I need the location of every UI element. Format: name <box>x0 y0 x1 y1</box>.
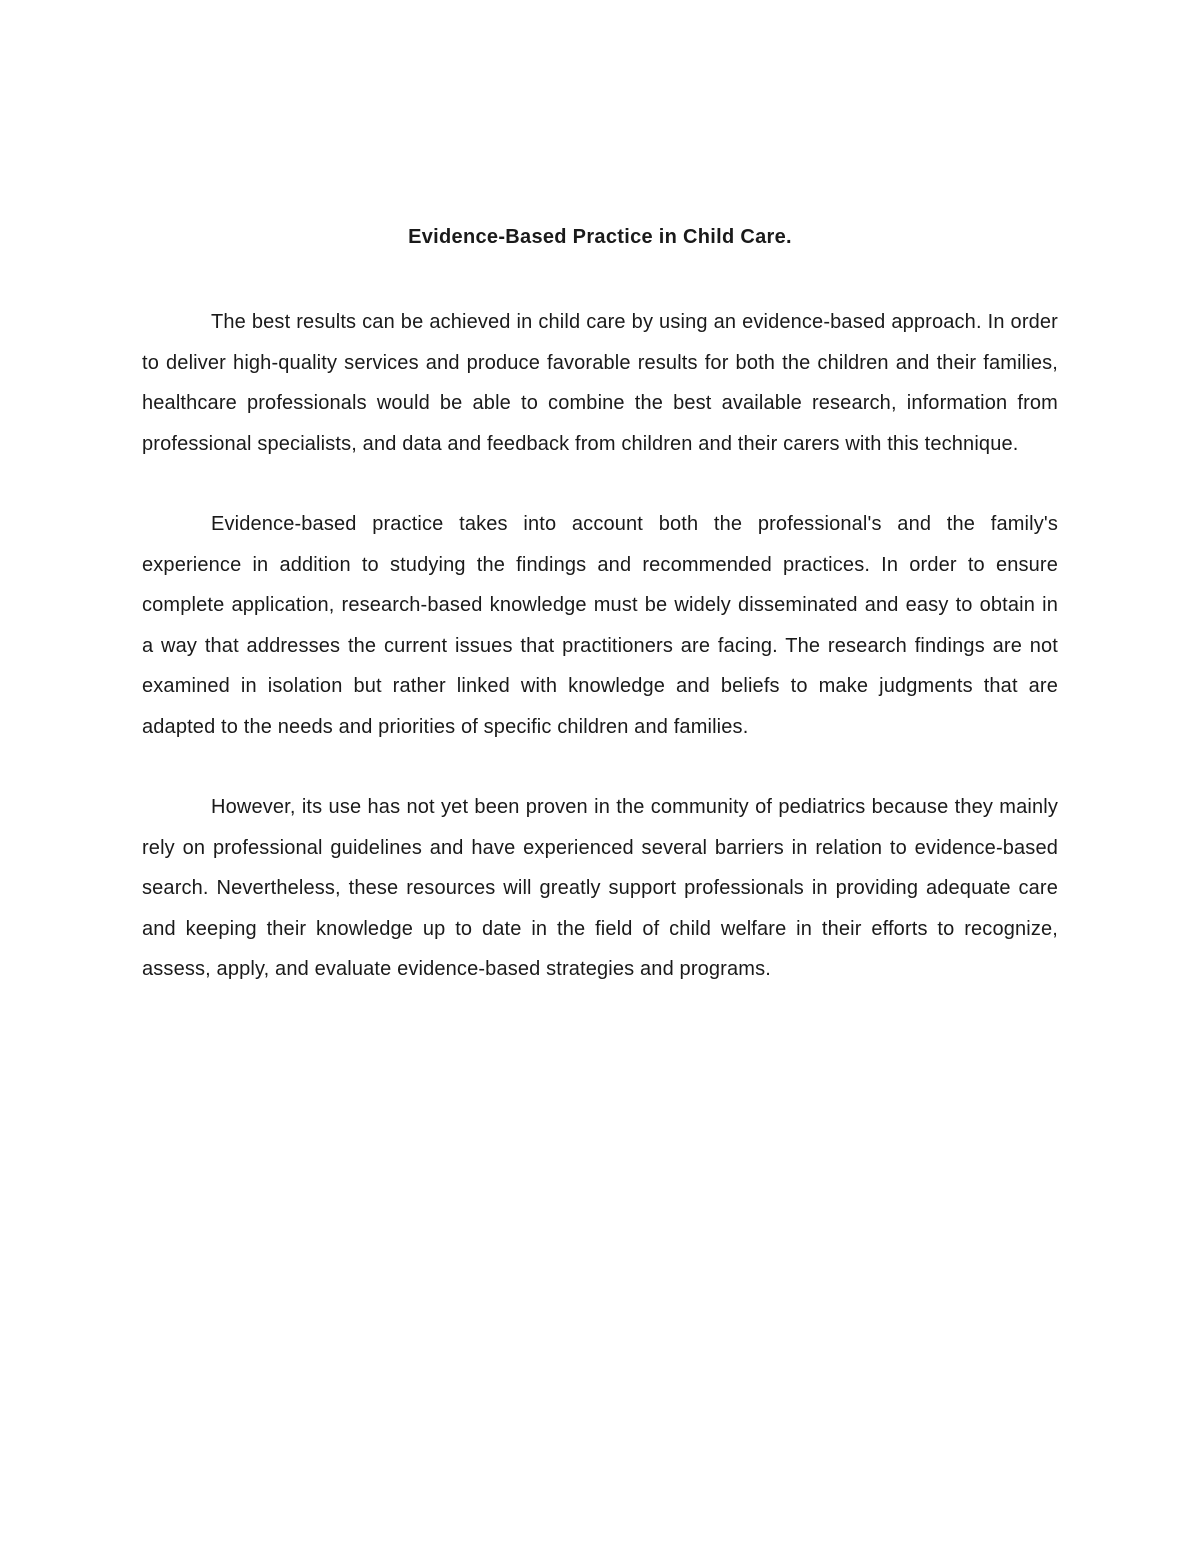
document-title: Evidence-Based Practice in Child Care. <box>408 226 792 248</box>
document-body <box>142 222 1058 1030</box>
paragraph-practice: Evidence-based practice takes into account both the professional's and the family's experience in addition to studying the findings and recommended practices. In order to ensure complete application, research-based knowledge must be widely disseminated and easy to obtain in a way that addresses the current issues that practitioners are facing. The research findings are not examined in isolation but rather linked with knowledge and beliefs to make judgments that are adapted to the needs and priorities of specific children and families. <box>142 513 1058 738</box>
paragraph-barriers: However, its use has not yet been proven in the community of pediatrics because they mainly rely on professional guidelines and have experienced several barriers in relation to evidence-based search. Nevertheless, these resources will greatly support professionals in providing adequate care and keeping their knowledge up to date in the field of child welfare in their efforts to recognize, assess, apply, and evaluate evidence-based strategies and programs. <box>142 796 1058 980</box>
paragraph-intro: The best results can be achieved in child care by using an evidence-based approach. In order to deliver high-quality services and produce favorable results for both the children and their families, healthcare professionals would be able to combine the best available research, information from professional specialists, and data and feedback from children and their carers with this technique. <box>142 311 1058 455</box>
